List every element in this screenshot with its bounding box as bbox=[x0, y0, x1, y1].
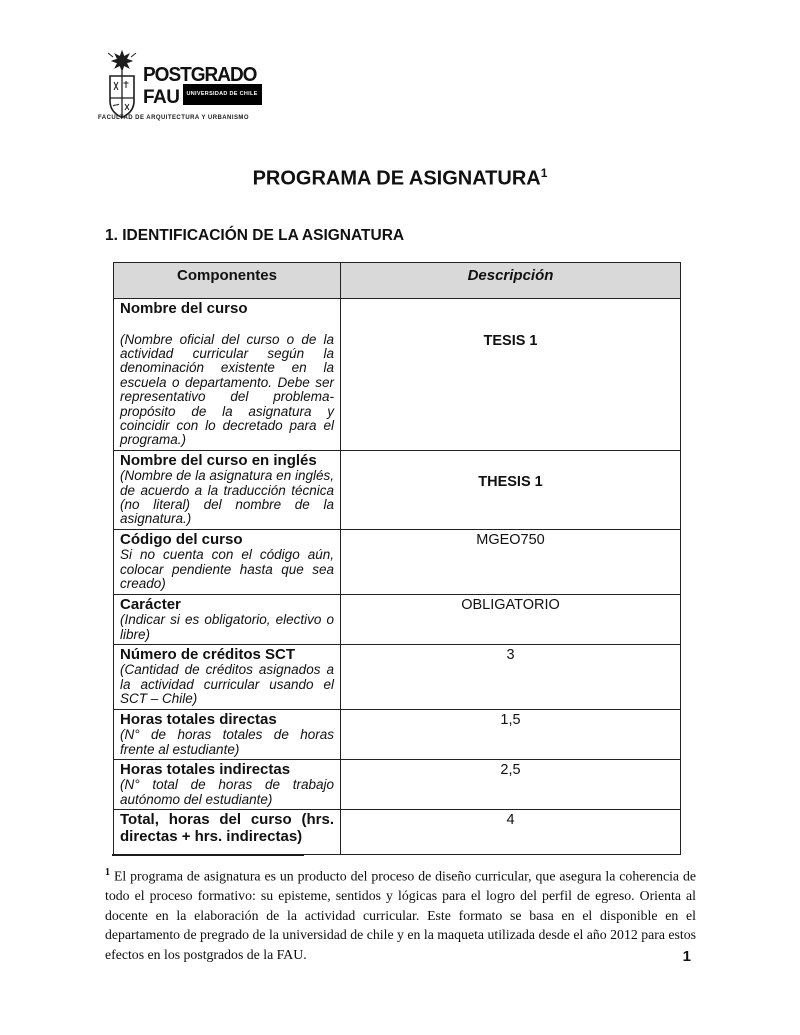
title-footnote-reference: 1 bbox=[540, 166, 548, 180]
component-cell bbox=[114, 299, 341, 451]
logo-universidad-badge: UNIVERSIDAD DE CHILE bbox=[183, 84, 262, 105]
component-title: Número de créditos SCT bbox=[120, 645, 296, 663]
component-note: (N° de horas totales de horas frente al estudiante) bbox=[120, 727, 334, 757]
description-value: 3 bbox=[341, 644, 681, 709]
table-row bbox=[114, 810, 681, 855]
description-value: THESIS 1 bbox=[341, 450, 681, 529]
component-title: Horas totales indirectas bbox=[120, 760, 291, 778]
component-cell bbox=[114, 529, 341, 594]
component-cell bbox=[114, 709, 341, 759]
page-number: 1 bbox=[682, 948, 691, 965]
table-row bbox=[114, 450, 681, 529]
component-note: Si no cuenta con el código aún, colocar pendiente hasta que sea creado) bbox=[120, 547, 334, 592]
component-cell bbox=[114, 594, 341, 644]
description-value: MGEO750 bbox=[341, 529, 681, 594]
component-cell bbox=[114, 644, 341, 709]
table-row bbox=[114, 299, 681, 451]
description-value: 1,5 bbox=[341, 709, 681, 759]
description-value: TESIS 1 bbox=[341, 299, 681, 451]
university-crest-icon bbox=[103, 48, 141, 124]
section-heading: 1. IDENTIFICACIÓN DE LA ASIGNATURA bbox=[105, 227, 405, 244]
component-title: Carácter bbox=[120, 595, 181, 613]
logo-postgrado-label: POSTGRADO bbox=[143, 63, 257, 87]
column-header-componentes: Componentes bbox=[114, 263, 341, 299]
component-cell bbox=[114, 759, 341, 809]
component-note: (Nombre de la asignatura en inglés, de acuerdo a la traducción técnica (no literal) del nombre de la asignatura.) bbox=[120, 468, 334, 527]
component-note: (Nombre oficial del curso o de la actividad curricular según la denominación existente en la escuela o departamento. Debe ser representativo del problema-propósito de la asignatura y coincidir con lo decretado para el programa.) bbox=[120, 331, 334, 448]
footnote bbox=[105, 863, 696, 965]
table-row bbox=[114, 709, 681, 759]
table-row bbox=[114, 529, 681, 594]
component-title: Nombre del curso en inglés bbox=[120, 451, 317, 469]
component-title: Código del curso bbox=[120, 530, 243, 548]
faculty-name-label: FACULTAD DE ARQUITECTURA Y URBANISMO bbox=[98, 115, 249, 121]
table-row bbox=[114, 594, 681, 644]
footnote-separator bbox=[112, 854, 304, 856]
logo-text bbox=[143, 48, 262, 106]
component-cell bbox=[114, 450, 341, 529]
university-logo bbox=[103, 48, 262, 124]
component-note: (Indicar si es obligatorio, electivo o libre) bbox=[120, 612, 334, 642]
page-title-text: PROGRAMA DE ASIGNATURA bbox=[252, 167, 541, 190]
component-title: Total, horas del curso (hrs. directas + hrs. indirectas) bbox=[120, 811, 334, 845]
identification-table bbox=[113, 262, 681, 855]
component-cell bbox=[114, 810, 341, 855]
description-value: OBLIGATORIO bbox=[341, 594, 681, 644]
footnote-reference: 1 bbox=[105, 867, 110, 878]
table-row bbox=[114, 644, 681, 709]
component-title: Horas totales directas bbox=[120, 710, 277, 728]
logo-fau-label: FAU bbox=[143, 87, 180, 108]
footnote-text: El programa de asignatura es un producto del proceso de diseño curricular, que asegura la coherencia de todo el proceso formativo: su episteme, sentidos y lógicas para el logro del perfil de egreso. Orienta al docente en la elaboración de la actividad curricular. Este formato se basa en el disponible en el departamento de pregrado de la universidad de chile y en la maqueta utilizada desde el año 2012 para estos efectos en los postgrados de la FAU. bbox=[105, 868, 696, 962]
component-note: (Cantidad de créditos asignados a la actividad curricular usando el SCT – Chile) bbox=[120, 662, 334, 707]
component-title: Nombre del curso bbox=[120, 300, 248, 317]
component-note: (N° total de horas de trabajo autónomo del estudiante) bbox=[120, 777, 334, 807]
column-header-descripcion: Descripción bbox=[341, 263, 681, 299]
description-value: 4 bbox=[341, 810, 681, 855]
description-value: 2,5 bbox=[341, 759, 681, 809]
table-header-row bbox=[114, 263, 681, 299]
page-title bbox=[0, 166, 800, 191]
table-row bbox=[114, 759, 681, 809]
